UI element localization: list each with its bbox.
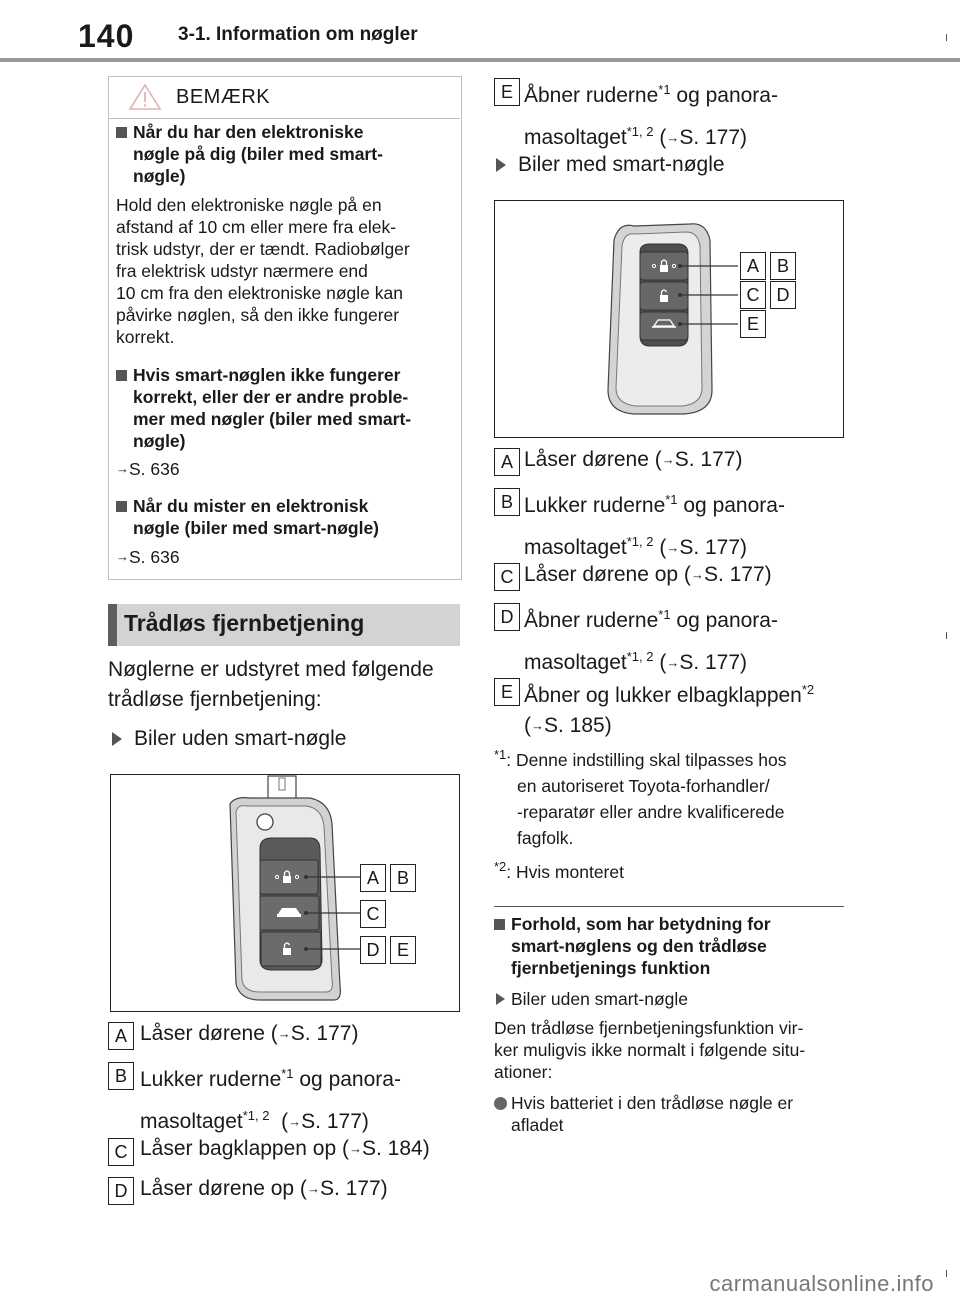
arrow-right-icon: → (277, 1026, 291, 1041)
note-item-body: Hold den elektroniske nøgle på en afstand af 10 cm eller mere fra elek- trisk udstyr, der er tændt. Radiobølger fra elektrisk udstyr nærmere end 10 cm fra den elektroniske nøgle kan påvirke nøglen, så den ikke fungerer korrekt. (116, 195, 410, 347)
list-letter: D (108, 1177, 134, 1205)
list-item: Lukker ruderne$^{*1}$ og panora- masoltaget$^{*1, 2}$ (→S. 177) (140, 1066, 401, 1133)
intro-text: Nøglerne er udstyret med følgende trådløse fjernbetjening: (108, 658, 434, 711)
callout-label: E (390, 936, 416, 964)
callout-label: D (770, 281, 796, 309)
section-band-title: Trådløs fjernbetjening (124, 610, 365, 636)
arrow-right-icon: → (116, 461, 129, 476)
circle-bullet-icon (494, 1097, 507, 1110)
list-letter: E (494, 78, 520, 106)
arrow-right-icon: → (288, 1114, 302, 1129)
list-letter: D (494, 603, 520, 631)
list-letter: B (108, 1062, 134, 1090)
conditions-body: Den trådløse fjernbetjeningsfunktion vir- ker muligvis ikke normalt i følgende situ- ationer: (494, 1018, 806, 1082)
list-item: Låser dørene op (→S. 177) (140, 1177, 388, 1200)
triangle-bullet-icon (496, 158, 506, 172)
arrow-right-icon: → (661, 452, 675, 467)
conditions-bullet: Hvis batteriet i den trådløse nøgle er afladet (511, 1093, 794, 1135)
conditions-heading: Forhold, som har betydning for smart-nøglens og den trådløse fjernbetjenings funktion (511, 914, 771, 978)
subheading: Biler uden smart-nøgle (134, 727, 347, 750)
list-item: Åbner og lukker elbagklappen$^{*2}$ (→S. 185) (524, 682, 815, 737)
conditions-subheading: Biler uden smart-nøgle (511, 989, 689, 1009)
warning-icon (128, 83, 162, 111)
arrow-right-icon: → (666, 540, 680, 555)
callout-label: B (390, 864, 416, 892)
key-fob-illustration (110, 774, 458, 1010)
list-letter: A (108, 1022, 134, 1050)
subheading: Biler med smart-nøgle (518, 153, 725, 176)
callout-label: E (740, 310, 766, 338)
list-item: Åbner ruderne$^{*1}$ og panora- masoltaget$^{*1, 2}$ (→S. 177) (524, 82, 778, 149)
watermark: carmanualsonline.info (709, 1271, 934, 1296)
callout-label: B (770, 252, 796, 280)
page-reference[interactable]: →S. 636 (116, 459, 180, 479)
list-letter: E (494, 678, 520, 706)
list-item: Åbner ruderne$^{*1}$ og panora- masoltaget$^{*1, 2}$ (→S. 177) (524, 607, 778, 674)
list-letter: C (108, 1138, 134, 1166)
callout-label: C (740, 281, 766, 309)
square-bullet-icon (116, 127, 127, 138)
list-item: Låser dørene (→S. 177) (140, 1022, 359, 1045)
header-rule (0, 58, 960, 62)
arrow-right-icon: → (306, 1181, 320, 1196)
list-item: Låser dørene (→S. 177) (524, 448, 743, 471)
callout-label: C (360, 900, 386, 928)
callout-label: D (360, 936, 386, 964)
page-number: 140 (78, 18, 135, 54)
callout-label: A (360, 864, 386, 892)
list-item: Låser bagklappen op (→S. 184) (140, 1137, 430, 1160)
footnote: $^{*2}$: Hvis monteret (494, 859, 624, 882)
triangle-bullet-icon (112, 732, 122, 746)
crop-mark (946, 1270, 947, 1277)
callout-label: A (740, 252, 766, 280)
list-letter: A (494, 448, 520, 476)
note-title: BEMÆRK (176, 86, 271, 108)
square-bullet-icon (116, 370, 127, 381)
square-bullet-icon (116, 501, 127, 512)
list-letter: C (494, 563, 520, 591)
list-letter: B (494, 488, 520, 516)
crop-mark (946, 34, 947, 41)
divider (494, 906, 844, 907)
note-item-heading: Hvis smart-nøglen ikke fungerer korrekt, eller der er andre proble- mer med nøgler (biler med smart- nøgle) (133, 365, 412, 451)
list-item: Lukker ruderne$^{*1}$ og panora- masoltaget$^{*1, 2}$ (→S. 177) (524, 492, 785, 559)
arrow-right-icon: → (349, 1141, 362, 1156)
crop-mark (946, 632, 947, 639)
arrow-right-icon: → (690, 567, 704, 582)
square-bullet-icon (494, 919, 505, 930)
section-title: 3-1. Information om nøgler (178, 24, 418, 45)
list-item: Låser dørene op (→S. 177) (524, 563, 772, 586)
triangle-bullet-icon (496, 993, 505, 1005)
note-item-heading: Når du har den elektroniske nøgle på dig (biler med smart- nøgle) (133, 122, 383, 186)
arrow-right-icon: → (116, 549, 129, 564)
arrow-right-icon: → (531, 718, 544, 733)
note-item-heading: Når du mister en elektronisk nøgle (biler med smart-nøgle) (133, 496, 379, 538)
section-band-bar (108, 604, 117, 646)
footnote: $^{*1}$: Denne indstilling skal tilpasses hos en autoriseret Toyota-forhandler/ -reparatør eller andre kvalificerede fagfolk. (494, 747, 787, 848)
page-reference[interactable]: →S. 636 (116, 547, 180, 567)
arrow-right-icon: → (666, 655, 680, 670)
arrow-right-icon: → (666, 130, 680, 145)
smart-key-illustration (494, 200, 842, 436)
